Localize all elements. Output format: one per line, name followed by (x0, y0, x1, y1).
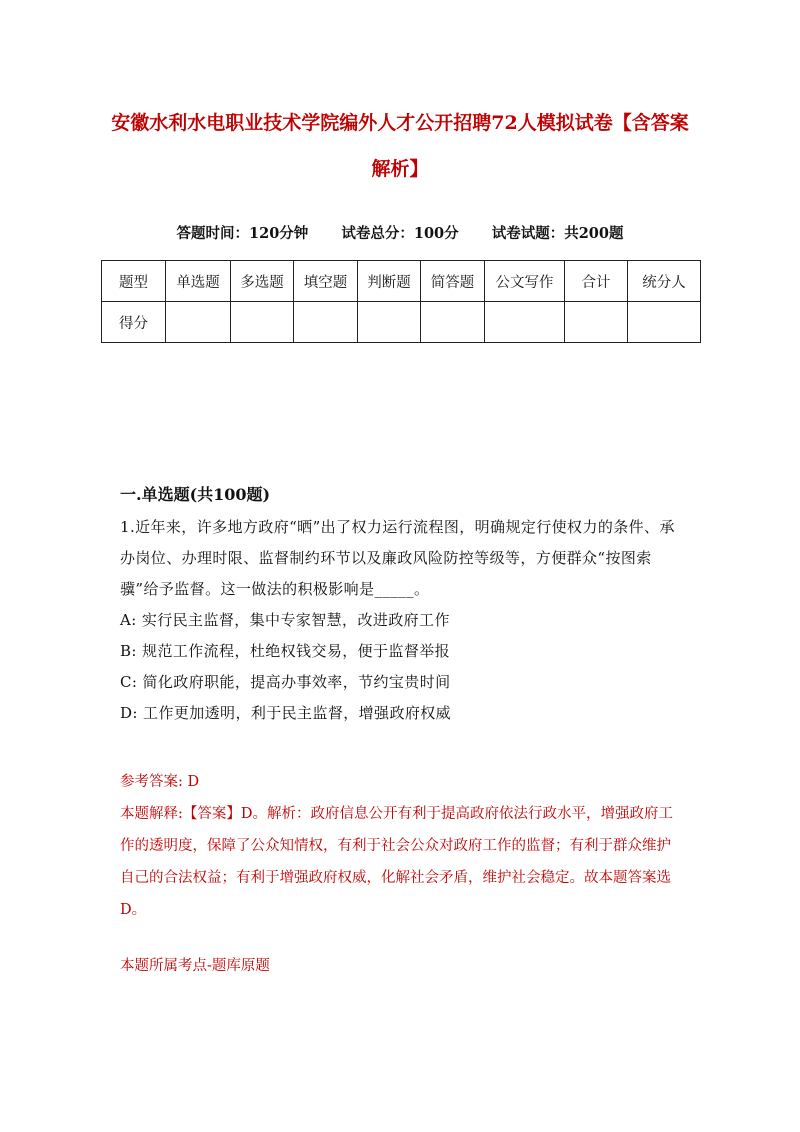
section-title: 一.单选题(共100题) (120, 485, 271, 504)
score-header-judge: 判断题 (358, 261, 421, 302)
score-table-header-row (102, 261, 701, 302)
score-table-score-row (102, 302, 701, 343)
score-cell (231, 302, 294, 343)
exam-question-count: 试卷试题：共200题 (491, 225, 624, 242)
score-cell (485, 302, 565, 343)
answer-explanation: 本题解释:【答案】D。解析：政府信息公开有利于提高政府依法行政水平，增强政府工作的透明度，保障了公众知情权，有利于社会公众对政府工作的监督；有利于群众维护自己的合法权益；有利于增强政府权威，化解社会矛盾，维护社会稳定。故本题答案选D。 (120, 806, 674, 918)
score-header-scorer: 统分人 (628, 261, 701, 302)
score-cell (166, 302, 231, 343)
question-block (120, 512, 680, 729)
exam-time: 答题时间：120分钟 (176, 225, 309, 242)
answer-block (120, 766, 680, 926)
option-d: D: 工作更加透明，利于民主监督，增强政府权威 (120, 704, 452, 722)
score-table (101, 260, 701, 343)
score-header-multiple: 多选题 (231, 261, 294, 302)
score-header-short: 简答题 (421, 261, 485, 302)
reference-answer: 参考答案: D (120, 774, 200, 790)
knowledge-point: 本题所属考点-题库原题 (120, 958, 270, 974)
score-cell (421, 302, 485, 343)
score-cell (358, 302, 421, 343)
score-header-type: 题型 (102, 261, 166, 302)
option-a: A: 实行民主监督，集中专家智慧，改进政府工作 (120, 611, 450, 629)
score-header-single: 单选题 (166, 261, 231, 302)
score-cell (565, 302, 628, 343)
exam-meta (0, 222, 800, 243)
document-title: 安徽水利水电职业技术学院编外人才公开招聘72人模拟试卷【含答案解析】 (111, 112, 689, 180)
score-cell (294, 302, 358, 343)
score-header-writing: 公文写作 (485, 261, 565, 302)
score-cell (628, 302, 701, 343)
question-stem: 1.近年来，许多地方政府“晒”出了权力运行流程图，明确规定行使权力的条件、承办岗位、办理时限、监督制约环节以及廉政风险防控等级等，方便群众“按图索骥”给予监督。这一做法的积极影响是_____。 (120, 518, 675, 598)
score-header-sum: 合计 (565, 261, 628, 302)
exam-total-score: 试卷总分：100分 (341, 225, 459, 242)
option-c: C: 简化政府职能，提高办事效率，节约宝贵时间 (120, 673, 451, 691)
score-header-fill: 填空题 (294, 261, 358, 302)
score-row-label: 得分 (102, 302, 166, 343)
option-b: B: 规范工作流程，杜绝权钱交易，便于监督举报 (120, 642, 451, 660)
